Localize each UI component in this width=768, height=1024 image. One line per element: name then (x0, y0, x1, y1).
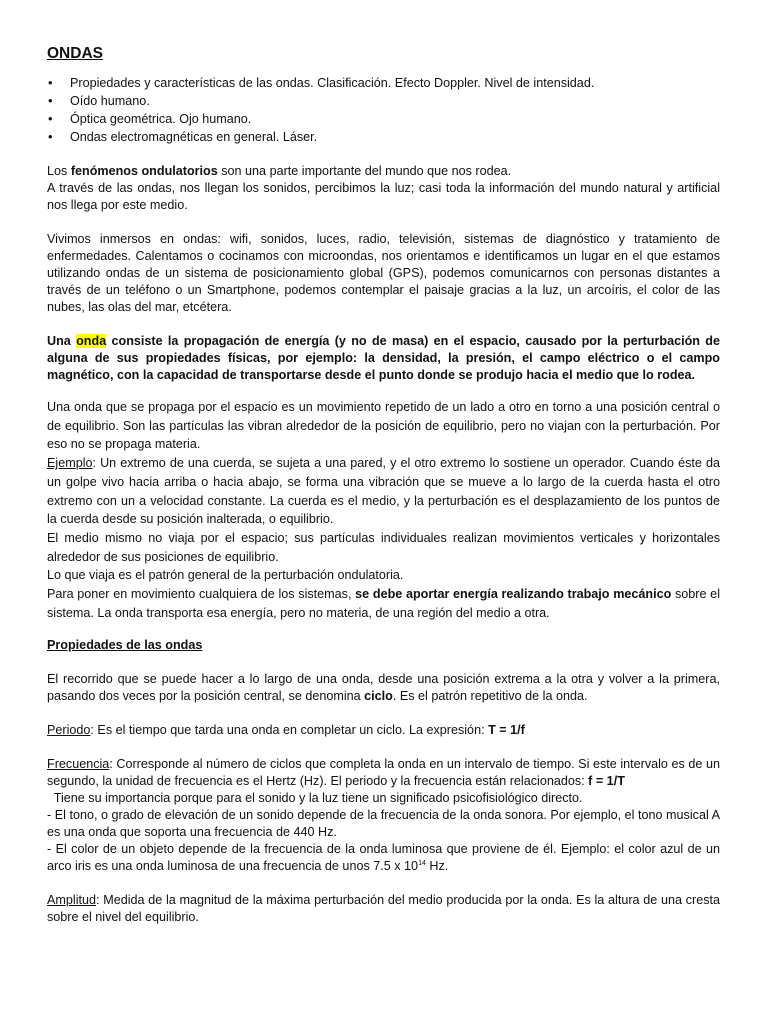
tone-paragraph: - El tono, o grado de elevación de un sonido depende de la frecuencia de la onda sonora. Por ejemplo, el tono musical A es una onda que soporta una frecuencia de 440 Hz. (47, 808, 720, 840)
vivimos-paragraph: Vivimos inmersos en ondas: wifi, sonidos, luces, radio, televisión, sistemas de diagnóstico y tratamiento de enfermedades. Calentamos o cocinamos con microondas, nos orientamos e identificamos un lugar en el que estamos utilizando ondas de un sistema de posicionamiento global (GPS), podemos comunicarnos con personas distantes a través de un teléfono o un Smartphone, podemos contemplar el paisaje gracias a la luz, un arcoíris, el color de las nubes, las olas del mar, etcétera. (47, 232, 720, 314)
explanation-block (47, 398, 720, 622)
energy-bold: se debe aportar energía realizando trabajo mecánico (355, 587, 672, 602)
example-paragraph: Ejemplo: Un extremo de una cuerda, se sujeta a una pared, y el otro extremo lo sostiene un operador. Cuando éste da un golpe vivo hacia arriba o hacia abajo, se forma una vibración que se mueve a lo largo de la cuerda hasta el otro extremo con un a velocidad constante. La cuerda es el medio, y la perturbación es el desplazamiento de los puntos de la cuerda desde su posición inalterada, o equilibrio. (47, 456, 720, 527)
list-item: • Ondas electromagnéticas en general. Láser. (47, 128, 720, 146)
cycle-paragraph: El recorrido que se puede hacer a lo largo de una onda, desde una posición extrema a la otra y volver a la primera, pasando dos veces por la posición central, se denomina ciclo. Es el patrón repetitivo de la onda. (47, 672, 720, 704)
pattern-paragraph: Lo que viaja es el patrón general de la perturbación ondulatoria. (47, 568, 404, 583)
list-item: • Oído humano. (47, 92, 720, 110)
frequency-paragraph: Frecuencia: Corresponde al número de ciclos que completa la onda en un intervalo de tiempo. Si este intervalo es de un segundo, la unidad de frecuencia es el Hertz (Hz). El periodo y la frecuencia están relacionados: f = 1/T (47, 757, 720, 789)
period-formula: T = 1/f (488, 723, 525, 738)
highlighted-term: onda (76, 334, 107, 348)
list-item: • Óptica geométrica. Ojo humano. (47, 110, 720, 128)
frequency-block (47, 756, 720, 875)
period-paragraph: Periodo: Es el tiempo que tarda una onda en completar un ciclo. La expresión: T = 1/f (47, 723, 525, 738)
cycle-term: ciclo (364, 689, 393, 704)
period-label: Periodo (47, 723, 91, 738)
intro-block (47, 163, 720, 214)
intro-line (47, 163, 720, 180)
document-body (47, 44, 720, 926)
exponent: 14 (418, 860, 426, 868)
color-paragraph: - El color de un objeto depende de la frecuencia de la onda luminosa que proviene de él. Ejemplo: el color azul de un arco iris es una onda luminosa de una frecuencia de unos 7.5 x $10^{14}$ Hz. (47, 842, 720, 874)
wave-definition: Una onda consiste la propagación de energía (y no de masa) en el espacio, causado por la perturbación de alguna de sus propiedades físicas, por ejemplo: la densidad, la presión, el campo eléctrico o el campo magnético, con la capacidad de transportarse desde el punto donde se produjo hacia el medio que lo rodea. (47, 334, 720, 382)
amplitude-paragraph: Amplitud: Medida de la magnitud de la máxima perturbación del medio producida por la onda. Es la altura de una cresta sobre el nivel del equilibrio. (47, 893, 720, 925)
list-item: • Propiedades y características de las ondas. Clasificación. Efecto Doppler. Nivel de intensidad. (47, 74, 720, 92)
frequency-note: Tiene su importancia porque para el sonido y la luz tiene un significado psicofisiológico directo. (47, 791, 583, 806)
intro-text: son una parte importante del mundo que nos rodea. (217, 164, 512, 178)
energy-paragraph: Para poner en movimiento cualquiera de los sistemas, se debe aportar energía realizando trabajo mecánico sobre el sistema. La onda transporta esa energía, pero no materia, de una región del medio a otra. (47, 587, 720, 620)
medium-paragraph: El medio mismo no viaja por el espacio; sus partículas individuales realizan movimientos verticales y horizontales alrededor de sus posiciones de equilibrio. (47, 530, 720, 564)
intro-bold-term: fenómenos ondulatorios (70, 164, 218, 178)
intro-paragraph: A través de las ondas, nos llegan los sonidos, percibimos la luz; casi toda la información del mundo natural y artificial nos llega por este medio. (47, 181, 720, 212)
example-label: Ejemplo (47, 456, 93, 471)
page-title: ONDAS (47, 45, 103, 62)
topics-list (47, 74, 720, 146)
explanation-paragraph: Una onda que se propaga por el espacio es un movimiento repetido de un lado a otro en torno a una posición central o de equilibrio. Son las partículas las vibran alrededor de la posición de equilibrio, pero no viajan con la perturbación. Por eso no se propaga materia. (47, 400, 720, 452)
section-heading: Propiedades de las ondas (47, 638, 203, 653)
intro-text: Los (47, 164, 71, 178)
frequency-formula: f = 1/T (588, 774, 625, 789)
frequency-label: Frecuencia (47, 757, 110, 772)
amplitude-label: Amplitud (47, 893, 96, 908)
